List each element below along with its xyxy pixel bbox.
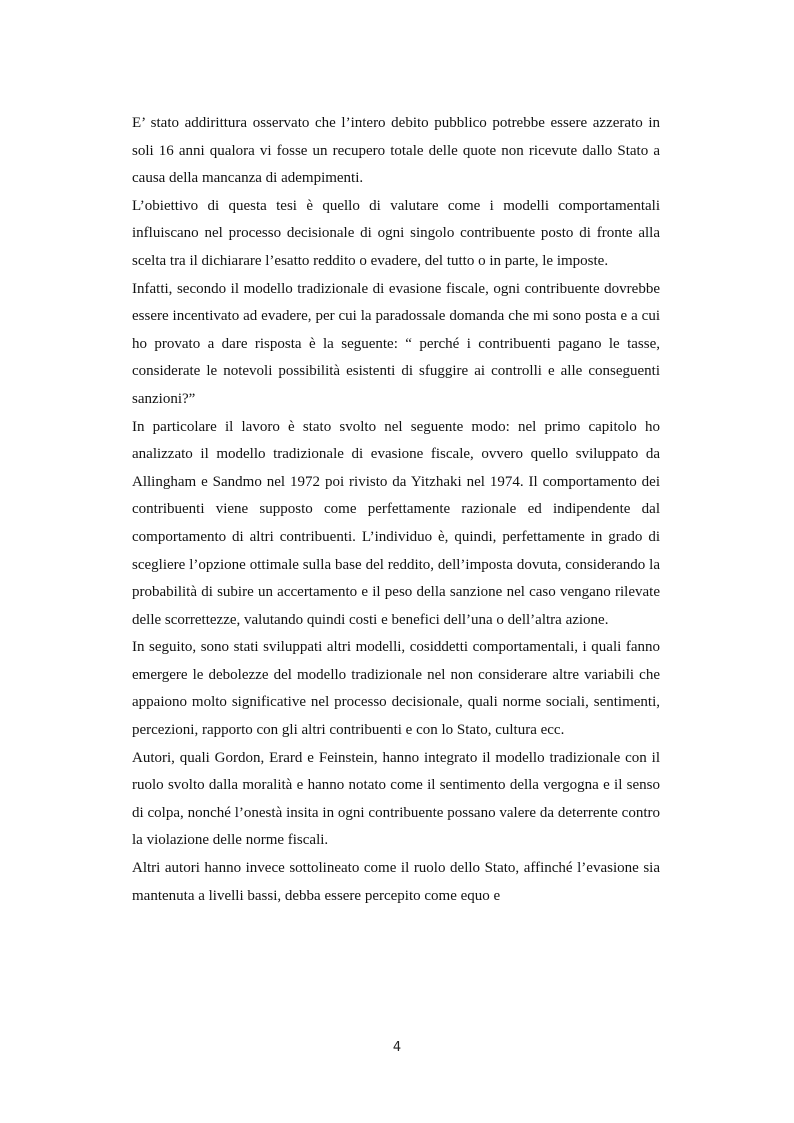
paragraph-behavioral-models: In seguito, sono stati sviluppati altri modelli, cosiddetti comportamentali, i quali fanno emergere le debolezze del modello tradizionale nel non considerare altre variabili che appaiono molto significative nel processo decisionale, quali norme sociali, sentimenti, percezioni, rapporto con gli altri contribuenti e con lo Stato, cultura ecc. bbox=[132, 639, 660, 739]
page-number: 4 bbox=[392, 1040, 402, 1055]
paragraph-first-chapter: In particolare il lavoro è stato svolto nel seguente modo: nel primo capitolo ho analizzato il modello tradizionale di evasione fiscale, ovvero quello sviluppato da Allingham e Sandmo nel 1972 poi rivisto da Yitzhaki nel 1974. Il comportamento dei contribuenti viene supposto come perfettamente razionale ed indipendente dal comportamento di altri contribuenti. L’individuo è, quindi, perfettamente in grado di scegliere l’opzione ottimale sulla base del reddito, dell’imposta dovuta, considerando la probabilità di subire un accertamento e il peso della sanzione nel caso vengano rilevate delle scorrettezze, valutando quindi costi e benefici dell’una o dell’altra azione. bbox=[132, 418, 660, 628]
paragraph-morality-authors: Autori, quali Gordon, Erard e Feinstein, hanno integrato il modello tradizionale con il ruolo svolto dalla moralità e hanno notato come il sentimento della vergogna e il senso di colpa, nonché l’onestà insita in ogni contribuente possano valere da deterrente contro la violazione delle norme fiscali. bbox=[132, 749, 660, 849]
paragraph-traditional-model-question: Infatti, secondo il modello tradizionale di evasione fiscale, ogni contribuente dovrebbe essere incentivato ad evadere, per cui la paradossale domanda che mi sono posta e a cui ho provato a dare risposta è la seguente: “ perché i contribuenti pagano le tasse, considerate le notevoli possibilità esistenti di sfuggire ai controlli e alle conseguenti sanzioni?” bbox=[132, 280, 660, 407]
paragraph-state-role: Altri autori hanno invece sottolineato come il ruolo dello Stato, affinché l’evasione sia mantenuta a livelli bassi, debba essere percepito come equo e bbox=[132, 860, 660, 904]
paragraph-thesis-objective: L’obiettivo di questa tesi è quello di valutare come i modelli comportamentali influiscano nel processo decisionale di ogni singolo contribuente posto di fronte alla scelta tra il dichiarare l’esatto reddito o evadere, del tutto o in parte, le imposte. bbox=[132, 197, 660, 269]
body-text bbox=[132, 110, 660, 910]
paragraph-debt-observation: E’ stato addirittura osservato che l’intero debito pubblico potrebbe essere azzerato in soli 16 anni qualora vi fosse un recupero totale delle quote non ricevute dallo Stato a causa della mancanza di adempimenti. bbox=[132, 115, 660, 187]
